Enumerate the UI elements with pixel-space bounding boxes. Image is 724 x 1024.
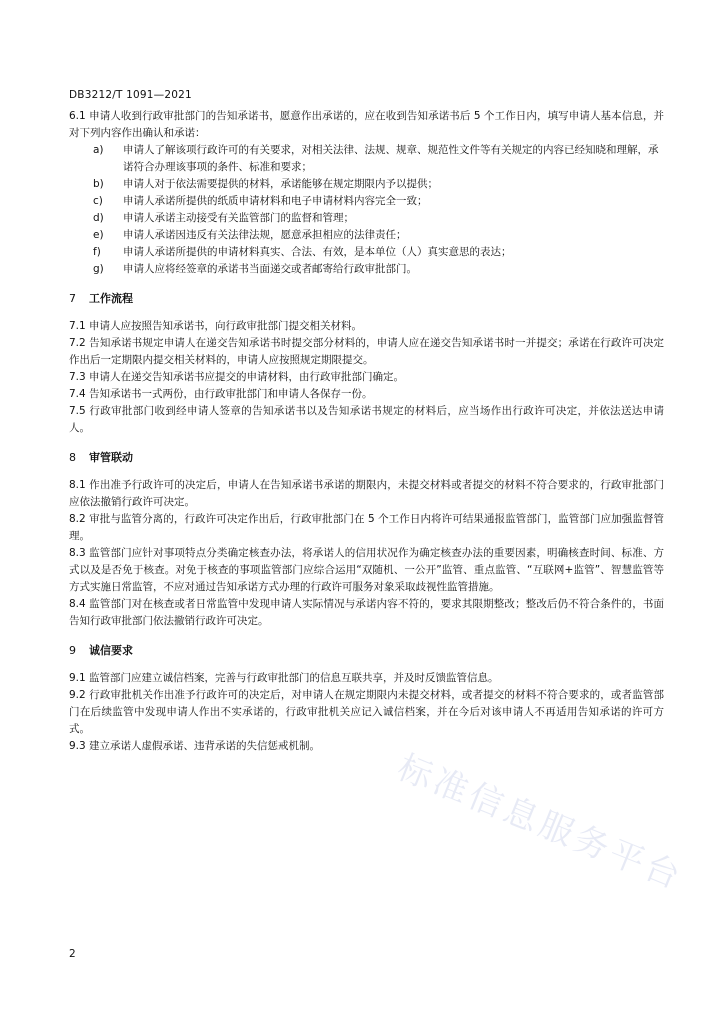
watermark: 标准信息服务平台: [392, 747, 689, 899]
clause-9-2: 9.2 行政审批机关作出准予行政许可的决定后，对申请人在规定期限内未提交材料，或者提交的材料不符合要求的，或者监管部门在后续监管中发现申请人作出不实承诺的，行政审批机关应记入诚信档案，并在今后对该申请人不再适用告知承诺的许可方式。: [69, 689, 664, 735]
clause-8-2: 8.2 审批与监管分离的，行政许可决定作出后，行政审批部门在 5 个工作日内将许可结果通报监管部门，监管部门应加强监督管理。: [69, 513, 664, 542]
list-item: b) 申请人对于依法需要提供的材料，承诺能够在规定期限内予以提供；: [93, 178, 438, 190]
section-heading-9: 9 诚信要求: [69, 644, 133, 657]
clause-8-3: 8.3 监管部门应针对事项特点分类确定核查办法，将承诺人的信用状况作为确定核查办法的重要因素，明确核查时间、标准、方式以及是否免于核查。对免于核查的事项监管部门应综合运用“双随机、一公开”监管、重点监管、“互联网+监管”、智慧监管等方式实施日常监管，不应对通过告知承诺方式办理的行政许可服务对象采取歧视性监管措施。: [69, 547, 664, 593]
list-item: d) 申请人承诺主动接受有关监管部门的监督和管理；: [93, 212, 354, 224]
clause-8-1: 8.1 作出准予行政许可的决定后，申请人在告知承诺书承诺的期限内，未提交材料或者提交的材料不符合要求的，行政审批部门应依法撤销行政许可决定。: [69, 479, 664, 508]
clause-7-3: 7.3 申请人在递交告知承诺书应提交的申请材料，由行政审批部门确定。: [69, 371, 405, 383]
clause-7-5: 7.5 行政审批部门收到经申请人签章的告知承诺书以及告知承诺书规定的材料后，应当场作出行政许可决定，并依法送达申请人。: [69, 405, 664, 434]
clause-7-2: 7.2 告知承诺书规定申请人在递交告知承诺书时提交部分材料的，申请人应在递交告知承诺书时一并提交；承诺在行政许可决定作出后一定期限内提交相关材料的，申请人应按照规定期限提交。: [69, 337, 664, 366]
clause-9-1: 9.1 监管部门应建立诚信档案，完善与行政审批部门的信息互联共享，并及时反馈监管信息。: [69, 672, 499, 684]
clause-7-4: 7.4 告知承诺书一式两份，由行政审批部门和申请人各保存一份。: [69, 388, 373, 400]
section-heading-7: 7 工作流程: [69, 292, 133, 305]
page-number: 2: [69, 948, 76, 960]
clause-6-1: 6.1 申请人收到行政审批部门的告知承诺书，愿意作出承诺的，应在收到告知承诺书后 5 个工作日内，填写申请人基本信息，并对下列内容作出确认和承诺：: [69, 110, 664, 139]
document-id: DB3212/T 1091—2021: [69, 89, 192, 101]
list-item: a) 申请人了解该项行政许可的有关要求，对相关法律、法规、规章、规范性文件等有关规定的内容已经知晓和理解，承诺符合办理该事项的条件、标准和要求；: [93, 144, 659, 173]
clause-7-1: 7.1 申请人应按照告知承诺书，向行政审批部门提交相关材料。: [69, 320, 363, 332]
list-item: c) 申请人承诺所提供的纸质申请材料和电子申请材料内容完全一致；: [93, 195, 428, 207]
section-heading-8: 8 审管联动: [69, 451, 133, 464]
list-item: g) 申请人应将经签章的承诺书当面递交或者邮寄给行政审批部门。: [93, 263, 417, 275]
list-item: e) 申请人承诺因违反有关法律法规，愿意承担相应的法律责任；: [93, 229, 407, 241]
clause-6-1-list: [69, 142, 664, 278]
document-body: [69, 108, 664, 755]
clause-8-4: 8.4 监管部门对在核查或者日常监管中发现申请人实际情况与承诺内容不符的，要求其限期整改；整改后仍不符合条件的，书面告知行政审批部门依法撤销行政许可决定。: [69, 598, 664, 627]
list-item: f) 申请人承诺所提供的申请材料真实、合法、有效，是本单位（人）真实意思的表达；: [93, 246, 512, 258]
clause-9-3: 9.3 建立承诺人虚假承诺、违背承诺的失信惩戒机制。: [69, 740, 321, 752]
